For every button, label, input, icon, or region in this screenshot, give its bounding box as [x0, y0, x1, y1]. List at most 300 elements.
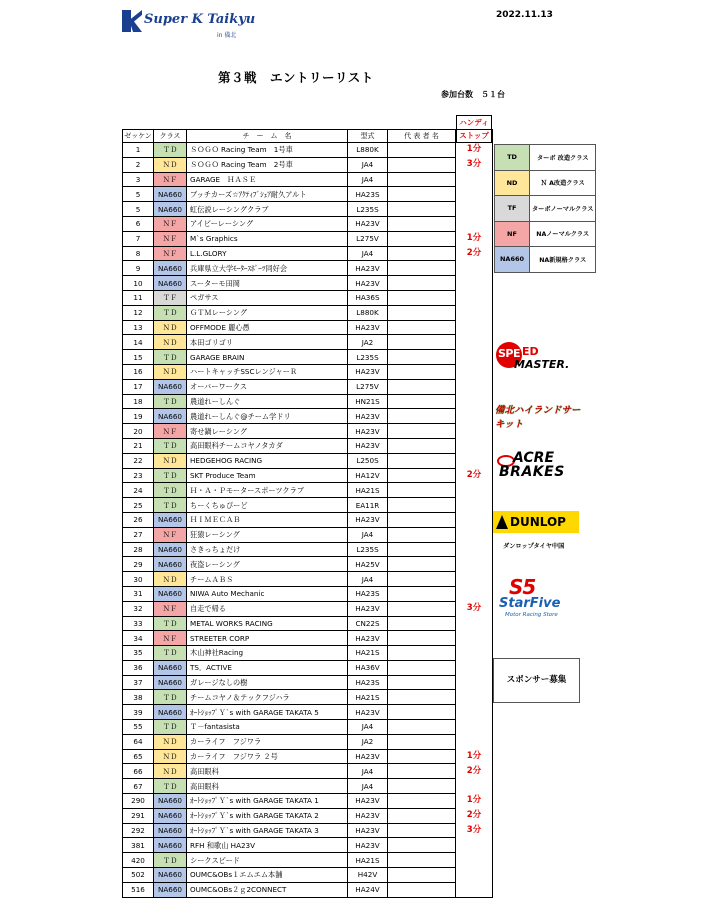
entry-team-name: さきっちょだけ: [187, 542, 348, 557]
entry-model: HA25V: [348, 557, 388, 572]
legend-code: NF: [495, 221, 530, 247]
entry-model: HA23V: [348, 409, 388, 424]
legend-row: [495, 170, 596, 196]
entry-representative: [388, 557, 456, 572]
entry-handicap: [456, 734, 493, 749]
entry-handicap: [456, 453, 493, 468]
entry-representative: [388, 483, 456, 498]
entry-class: ＴＤ: [154, 483, 187, 498]
entry-handicap: [456, 572, 493, 587]
entry-team-name: ｵｰﾄｼｮｯﾌﾟＹ`s with GARAGE TAKATA 5: [187, 705, 348, 720]
entry-class: ＮＦ: [154, 172, 187, 187]
entry-team-name: METAL WORKS RACING: [187, 616, 348, 631]
bihoku-highland-circuit-logo: 備北ハイランドサーキット: [495, 405, 581, 430]
entry-number: 10: [123, 276, 154, 291]
entry-handicap: [456, 424, 493, 439]
starfive-text: StarFive: [499, 596, 561, 611]
table-row: [123, 290, 493, 305]
entry-number: 21: [123, 438, 154, 453]
entry-class: NA660: [154, 379, 187, 394]
table-row: [123, 483, 493, 498]
legend-description: NAノーマルクラス: [530, 221, 596, 247]
entry-class: NA660: [154, 823, 187, 838]
table-row: [123, 157, 493, 172]
entry-team-name: 農道れーしんぐ@チーム学ドリ: [187, 409, 348, 424]
table-row: [123, 424, 493, 439]
table-row: [123, 882, 493, 897]
table-header-row: [123, 130, 493, 143]
entry-number: 24: [123, 483, 154, 498]
entry-team-name: 本田ゴリゴリ: [187, 335, 348, 350]
table-row: [123, 823, 493, 838]
entry-model: JA4: [348, 764, 388, 779]
entry-model: L235S: [348, 542, 388, 557]
entry-team-name: ＧＴＭレーシング: [187, 305, 348, 320]
entry-team-name: 高田眼科: [187, 779, 348, 794]
entry-representative: [388, 838, 456, 853]
table-row: [123, 586, 493, 601]
entry-class: ＴＤ: [154, 690, 187, 705]
entry-class: ＮＤ: [154, 453, 187, 468]
entry-handicap: [456, 498, 493, 513]
entry-model: HA23V: [348, 631, 388, 646]
entry-table: [122, 129, 493, 898]
entry-model: L880K: [348, 143, 388, 158]
entry-handicap: [456, 705, 493, 720]
entry-handicap: [456, 276, 493, 291]
entry-number: 67: [123, 779, 154, 794]
entry-representative: [388, 379, 456, 394]
entry-class: ＮＦ: [154, 601, 187, 616]
entry-class: ＴＤ: [154, 646, 187, 661]
legend-row: [495, 145, 596, 171]
entry-model: JA4: [348, 572, 388, 587]
table-row: [123, 601, 493, 616]
entry-handicap: 1分: [456, 749, 493, 764]
entry-team-name: カーライフ フジワラ ２号: [187, 749, 348, 764]
table-row: [123, 868, 493, 883]
entry-model: HA21S: [348, 646, 388, 661]
table-row: [123, 379, 493, 394]
table-row: [123, 187, 493, 202]
acre-brakes-logo: [496, 450, 580, 480]
table-row: [123, 453, 493, 468]
entry-model: HA23V: [348, 424, 388, 439]
entry-handicap: [456, 216, 493, 231]
entry-model: L275V: [348, 231, 388, 246]
entry-class: ＮＤ: [154, 157, 187, 172]
acre-text: ACRE: [513, 450, 555, 466]
entry-class: NA660: [154, 705, 187, 720]
entry-number: 13: [123, 320, 154, 335]
entry-handicap: [456, 483, 493, 498]
entry-team-name: Ｈ・Ａ・Ｐモータースポーツクラブ: [187, 483, 348, 498]
entry-representative: [388, 202, 456, 217]
table-row: [123, 143, 493, 158]
entry-representative: [388, 734, 456, 749]
entry-model: HA23V: [348, 749, 388, 764]
entry-representative: [388, 409, 456, 424]
entry-handicap: [456, 335, 493, 350]
entry-model: JA2: [348, 734, 388, 749]
sponsor-recruit-box: スポンサー募集: [493, 658, 580, 703]
entry-model: CN22S: [348, 616, 388, 631]
entry-representative: [388, 853, 456, 868]
entry-team-name: チームコヤノ＆テックフジハラ: [187, 690, 348, 705]
entry-class: ＮＦ: [154, 424, 187, 439]
entry-model: JA2: [348, 335, 388, 350]
table-row: [123, 794, 493, 809]
entry-count: 参加台数 ５１台: [441, 90, 505, 99]
entry-class: ＮＦ: [154, 216, 187, 231]
speed-text-bottom: MASTER.: [514, 358, 570, 371]
entry-team-name: オーバーワークス: [187, 379, 348, 394]
starfive-caption: Motor Racing Store: [505, 612, 558, 618]
entry-handicap: [456, 172, 493, 187]
entry-team-name: 自走で帰る: [187, 601, 348, 616]
entry-representative: [388, 261, 456, 276]
legend-code: NA660: [495, 247, 530, 273]
entry-team-name: 夜盗レーシング: [187, 557, 348, 572]
table-row: [123, 335, 493, 350]
table-row: [123, 409, 493, 424]
entry-team-name: ＨＩＭＥＣＡＢ: [187, 512, 348, 527]
header-model: 型式: [348, 130, 388, 143]
entry-team-name: ハートキャッチSSCレンジャーＲ: [187, 364, 348, 379]
entry-team-name: ｵｰﾄｼｮｯﾌﾟＹ`s with GARAGE TAKATA 1: [187, 794, 348, 809]
entry-number: 35: [123, 646, 154, 661]
entry-team-name: SKT Produce Team: [187, 468, 348, 483]
entry-model: JA4: [348, 720, 388, 735]
entry-handicap: [456, 409, 493, 424]
entry-model: JA4: [348, 779, 388, 794]
entry-team-name: TS．ACTIVE: [187, 660, 348, 675]
entry-model: HA21S: [348, 853, 388, 868]
entry-number: 22: [123, 453, 154, 468]
table-row: [123, 438, 493, 453]
logo-subtext: in 備北: [217, 32, 237, 39]
k-mark-icon: [122, 10, 142, 32]
entry-class: ＮＤ: [154, 734, 187, 749]
entry-representative: [388, 438, 456, 453]
entry-number: 33: [123, 616, 154, 631]
entry-handicap: 2分: [456, 764, 493, 779]
entry-representative: [388, 364, 456, 379]
table-row: [123, 690, 493, 705]
entry-number: 28: [123, 542, 154, 557]
entry-team-name: OUMC&OBs１エムエム本舗: [187, 868, 348, 883]
starfive-logo: [495, 575, 579, 622]
entry-number: 17: [123, 379, 154, 394]
entry-representative: [388, 542, 456, 557]
entry-model: JA4: [348, 527, 388, 542]
entry-representative: [388, 690, 456, 705]
entry-number: 2: [123, 157, 154, 172]
entry-representative: [388, 675, 456, 690]
entry-model: HA23V: [348, 808, 388, 823]
entry-representative: [388, 646, 456, 661]
entry-team-name: STREETER CORP: [187, 631, 348, 646]
entry-representative: [388, 601, 456, 616]
entry-team-name: ｵｰﾄｼｮｯﾌﾟＹ`s with GARAGE TAKATA 3: [187, 823, 348, 838]
entry-handicap: [456, 394, 493, 409]
entry-representative: [388, 616, 456, 631]
entry-class: NA660: [154, 261, 187, 276]
entry-handicap: 1分: [456, 794, 493, 809]
entry-team-name: Ｔ－fantasista: [187, 720, 348, 735]
entry-model: HA23V: [348, 261, 388, 276]
entry-team-name: L.L.GLORY: [187, 246, 348, 261]
table-row: [123, 764, 493, 779]
entry-model: L275V: [348, 379, 388, 394]
entry-representative: [388, 823, 456, 838]
entry-number: 29: [123, 557, 154, 572]
entry-model: HA23V: [348, 705, 388, 720]
entry-model: HA36S: [348, 290, 388, 305]
entry-team-name: OUMC&OBs２ｇ2CONNECT: [187, 882, 348, 897]
entry-representative: [388, 320, 456, 335]
entry-representative: [388, 660, 456, 675]
entry-team-name: 兵庫県立大学ﾓｰﾀｰｽﾎﾟｰﾂ同好会: [187, 261, 348, 276]
entry-model: HA23V: [348, 601, 388, 616]
entry-team-name: 虹伝説レーシングクラブ: [187, 202, 348, 217]
entry-number: 31: [123, 586, 154, 601]
entry-class: ＴＤ: [154, 498, 187, 513]
entry-number: 381: [123, 838, 154, 853]
entry-class: NA660: [154, 808, 187, 823]
header-team: チ ー ム 名: [187, 130, 348, 143]
table-row: [123, 616, 493, 631]
entry-model: H42V: [348, 868, 388, 883]
dunlop-logo: [493, 511, 579, 533]
entry-number: 5: [123, 187, 154, 202]
table-row: [123, 202, 493, 217]
s5-text: S5: [509, 575, 536, 599]
dunlop-flag-icon: [496, 515, 508, 529]
entry-number: 1: [123, 143, 154, 158]
table-row: [123, 779, 493, 794]
entry-handicap: [456, 660, 493, 675]
table-row: [123, 364, 493, 379]
entry-handicap: [456, 868, 493, 883]
entry-handicap: 1分: [456, 231, 493, 246]
entry-model: JA4: [348, 157, 388, 172]
entry-class: ＴＤ: [154, 779, 187, 794]
entry-class: ＮＤ: [154, 320, 187, 335]
table-row: [123, 305, 493, 320]
entry-representative: [388, 631, 456, 646]
entry-model: HA23V: [348, 364, 388, 379]
entry-representative: [388, 394, 456, 409]
entry-model: HA36V: [348, 660, 388, 675]
entry-class: ＴＤ: [154, 720, 187, 735]
entry-handicap: 3分: [456, 157, 493, 172]
entry-representative: [388, 512, 456, 527]
entry-number: 27: [123, 527, 154, 542]
table-row: [123, 468, 493, 483]
entry-number: 14: [123, 335, 154, 350]
entry-class: ＮＤ: [154, 764, 187, 779]
entry-number: 292: [123, 823, 154, 838]
entry-number: 3: [123, 172, 154, 187]
entry-class: NA660: [154, 882, 187, 897]
entry-number: 65: [123, 749, 154, 764]
entry-number: 15: [123, 350, 154, 365]
entry-team-name: カーライフ フジワラ: [187, 734, 348, 749]
table-row: [123, 675, 493, 690]
entry-class: NA660: [154, 868, 187, 883]
entry-class: ＴＤ: [154, 468, 187, 483]
entry-representative: [388, 527, 456, 542]
entry-class: ＴＤ: [154, 616, 187, 631]
entry-model: HA23V: [348, 276, 388, 291]
entry-class: ＮＤ: [154, 364, 187, 379]
entry-representative: [388, 794, 456, 809]
entry-model: L880K: [348, 305, 388, 320]
entry-team-name: スーターモ田岡: [187, 276, 348, 291]
entry-model: L235S: [348, 202, 388, 217]
entry-model: HA23V: [348, 216, 388, 231]
entry-class: ＴＦ: [154, 290, 187, 305]
entry-handicap: [456, 853, 493, 868]
brakes-text: BRAKES: [499, 464, 565, 480]
class-legend: [494, 144, 596, 273]
speed-text-ed: ED: [522, 345, 539, 358]
entry-number: 19: [123, 409, 154, 424]
entry-model: EA11R: [348, 498, 388, 513]
entry-class: NA660: [154, 660, 187, 675]
entry-class: ＮＦ: [154, 231, 187, 246]
header-handicap: [456, 130, 493, 143]
table-row: [123, 394, 493, 409]
entry-number: 66: [123, 764, 154, 779]
entry-handicap: [456, 675, 493, 690]
table-row: [123, 734, 493, 749]
entry-team-name: シークスピード: [187, 853, 348, 868]
legend-row: [495, 196, 596, 222]
table-row: [123, 853, 493, 868]
entry-representative: [388, 350, 456, 365]
table-row: [123, 320, 493, 335]
entry-model: HA23V: [348, 512, 388, 527]
entry-team-name: M`s Graphics: [187, 231, 348, 246]
entry-handicap: 2分: [456, 808, 493, 823]
entry-class: ＮＦ: [154, 527, 187, 542]
entry-team-name: RFH 和歌山 HA23V: [187, 838, 348, 853]
entry-model: L250S: [348, 453, 388, 468]
entry-representative: [388, 764, 456, 779]
table-row: [123, 705, 493, 720]
entry-representative: [388, 808, 456, 823]
entry-number: 25: [123, 498, 154, 513]
table-row: [123, 350, 493, 365]
entry-representative: [388, 868, 456, 883]
entry-class: ＮＦ: [154, 246, 187, 261]
entry-number: 30: [123, 572, 154, 587]
entry-model: HA23V: [348, 438, 388, 453]
entry-representative: [388, 290, 456, 305]
entry-team-name: 狂猿レーシング: [187, 527, 348, 542]
entry-class: NA660: [154, 675, 187, 690]
entry-handicap: [456, 527, 493, 542]
entry-number: 36: [123, 660, 154, 675]
entry-team-name: HEDGEHOG RACING: [187, 453, 348, 468]
entry-model: HA23V: [348, 794, 388, 809]
entry-class: ＴＤ: [154, 394, 187, 409]
entry-representative: [388, 143, 456, 158]
table-row: [123, 572, 493, 587]
table-row: [123, 749, 493, 764]
entry-number: 20: [123, 424, 154, 439]
entry-model: HA23V: [348, 838, 388, 853]
entry-handicap: 2分: [456, 246, 493, 261]
table-row: [123, 527, 493, 542]
entry-number: 516: [123, 882, 154, 897]
entry-model: HN21S: [348, 394, 388, 409]
entry-class: ＴＤ: [154, 143, 187, 158]
entry-representative: [388, 276, 456, 291]
header-class: クラス: [154, 130, 187, 143]
entry-team-name: GARAGE ＨＡＳＥ: [187, 172, 348, 187]
entry-team-name: NIWA Auto Mechanic: [187, 586, 348, 601]
entry-class: NA660: [154, 794, 187, 809]
entry-number: 290: [123, 794, 154, 809]
entry-handicap: 3分: [456, 823, 493, 838]
entry-class: ＮＤ: [154, 572, 187, 587]
legend-row: [495, 221, 596, 247]
entry-number: 6: [123, 216, 154, 231]
entry-class: NA660: [154, 276, 187, 291]
entry-number: 420: [123, 853, 154, 868]
legend-description: Ｎ A改造クラス: [530, 170, 596, 196]
page-title: 第３戦 エントリーリスト: [218, 70, 374, 85]
entry-handicap: [456, 779, 493, 794]
entry-number: 16: [123, 364, 154, 379]
entry-class: NA660: [154, 202, 187, 217]
entry-team-name: GARAGE BRAIN: [187, 350, 348, 365]
entry-team-name: 高田眼科: [187, 764, 348, 779]
entry-class: ＴＤ: [154, 350, 187, 365]
entry-class: NA660: [154, 557, 187, 572]
entry-model: HA23S: [348, 586, 388, 601]
entry-representative: [388, 187, 456, 202]
entry-number: 18: [123, 394, 154, 409]
entry-team-name: 農道れーしんぐ: [187, 394, 348, 409]
table-row: [123, 720, 493, 735]
dunlop-caption: ダンロップタイヤ中国: [503, 543, 565, 550]
entry-team-name: チームＡＢＳ: [187, 572, 348, 587]
table-row: [123, 660, 493, 675]
logo-text: Super K Taikyu: [144, 12, 256, 27]
entry-class: NA660: [154, 187, 187, 202]
entry-number: 502: [123, 868, 154, 883]
entry-handicap: [456, 305, 493, 320]
entry-number: 39: [123, 705, 154, 720]
entry-handicap: [456, 364, 493, 379]
entry-handicap: [456, 586, 493, 601]
entry-model: JA4: [348, 172, 388, 187]
table-row: [123, 231, 493, 246]
entry-representative: [388, 720, 456, 735]
entry-handicap: [456, 720, 493, 735]
entry-class: ＮＤ: [154, 749, 187, 764]
entry-handicap: [456, 438, 493, 453]
table-row: [123, 646, 493, 661]
entry-class: NA660: [154, 409, 187, 424]
entry-model: HA21S: [348, 483, 388, 498]
entry-team-name: ペガサス: [187, 290, 348, 305]
entry-handicap: [456, 512, 493, 527]
